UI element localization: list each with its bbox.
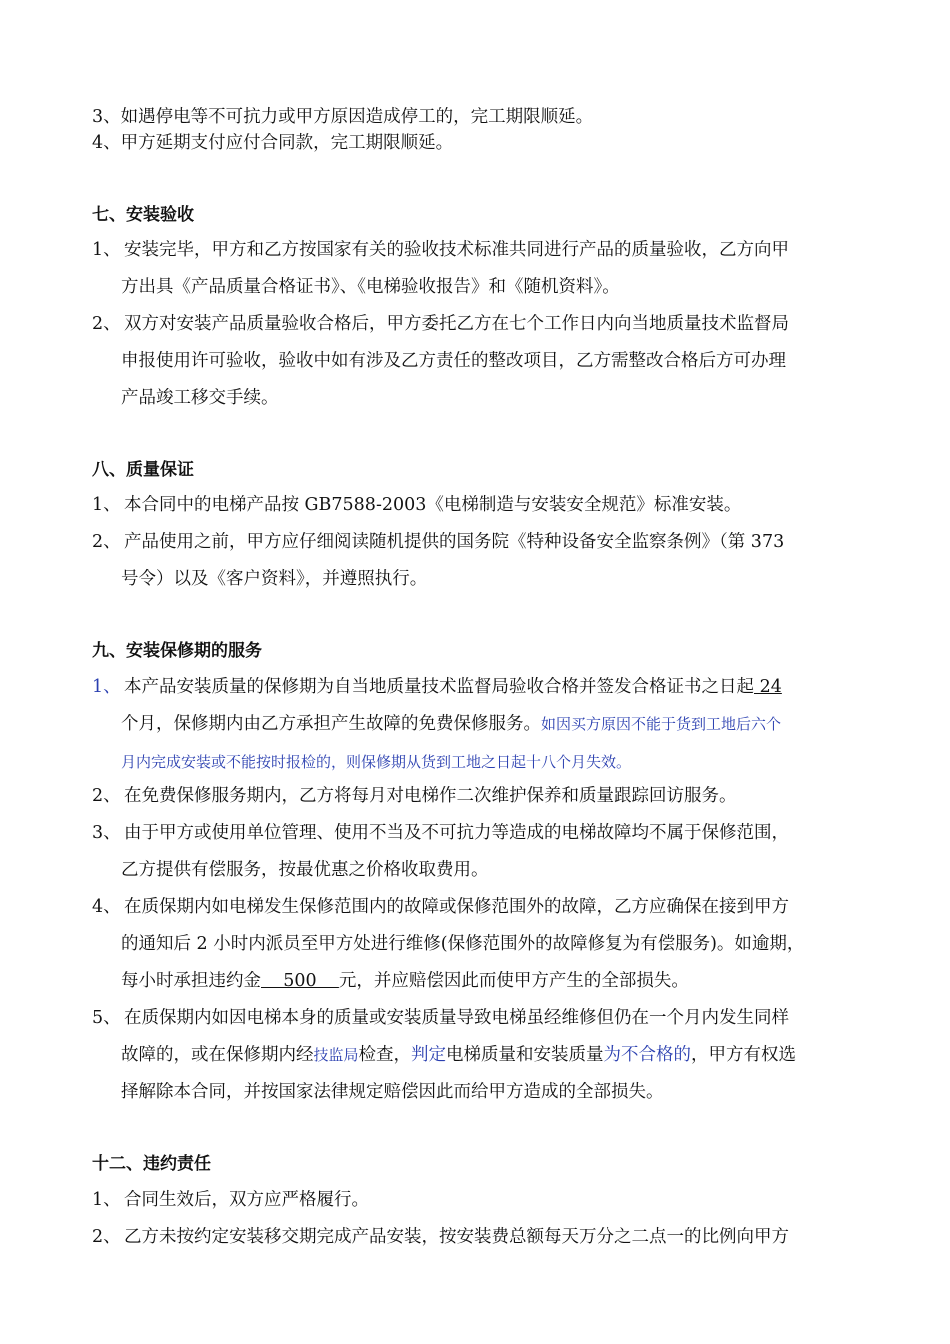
- item-text: 故障的，或在保修期内经: [121, 1045, 314, 1065]
- item-number: 2、: [92, 1227, 121, 1247]
- s9-item-4-cont: 的通知后 2 小时内派员至甲方处进行维修(保修范围外的故障修复为有偿服务)。如逾期，: [121, 934, 805, 954]
- section-heading-7: 七、安装验收: [92, 205, 194, 225]
- item-text: 产品使用之前，甲方应仔细阅读随机提供的国务院《特种设备安全监察条例》（第 373: [124, 532, 785, 552]
- item-text: 检查，: [358, 1045, 412, 1065]
- s9-item-3: [92, 822, 789, 844]
- s12-item-2: [92, 1226, 789, 1248]
- section-heading-12: 十二、违约责任: [92, 1154, 211, 1174]
- s9-item-5-cont2: 择解除本合同，并按国家法律规定赔偿因此而给甲方造成的全部损失。: [121, 1082, 664, 1102]
- item-text: 在免费保修服务期内，乙方将每月对电梯作二次维护保养和质量跟踪回访服务。: [124, 786, 737, 806]
- item-text: 合同生效后，双方应严格履行。: [124, 1190, 369, 1210]
- item-note: 为不合格的: [603, 1045, 692, 1065]
- item-number: 1、: [92, 1190, 121, 1210]
- s7-item-2: [92, 313, 789, 335]
- item-text: 在质保期内如因电梯本身的质量或安装质量导致电梯虽经维修但仍在一个月内发生同样: [124, 1008, 789, 1028]
- s9-item-2: [92, 785, 737, 807]
- item-text: 本合同中的电梯产品按 GB7588-2003《电梯制造与安装安全规范》标准安装。: [124, 495, 742, 515]
- item-number: 2、: [92, 532, 121, 552]
- clause-3: 3、如遇停电等不可抗力或甲方原因造成停工的，完工期限顺延。: [92, 107, 594, 127]
- item-number: 4、: [92, 897, 121, 917]
- item-number: 5、: [92, 1008, 121, 1028]
- s7-item-2-cont: 申报使用许可验收，验收中如有涉及乙方责任的整改项目，乙方需整改合格后方可办理: [121, 351, 786, 371]
- item-text: 个月，保修期内由乙方承担产生故障的免费保修服务。: [121, 714, 541, 734]
- s7-item-1-cont: 方出具《产品质量合格证书》、《电梯验收报告》和《随机资料》。: [121, 277, 620, 297]
- s8-item-1: [92, 494, 741, 516]
- s7-item-2-cont2: 产品竣工移交手续。: [121, 388, 279, 408]
- item-text: 在质保期内如电梯发生保修范围内的故障或保修范围外的故障，乙方应确保在接到甲方: [124, 897, 789, 917]
- warranty-months: 24: [754, 677, 782, 697]
- item-text: 元，并应赔偿因此而使甲方产生的全部损失。: [338, 971, 689, 991]
- item-number: 1、: [92, 677, 121, 697]
- s9-item-1-note-cont: 月内完成安装或不能按时报检的，则保修期从货到工地之日起十八个月失效。: [121, 753, 632, 771]
- item-text: 乙方未按约定安装移交期完成产品安装，按安装费总额每天万分之二点一的比例向甲方: [124, 1227, 789, 1247]
- item-text: 每小时承担违约金: [121, 971, 261, 991]
- s7-item-1: [92, 239, 789, 261]
- section-heading-8: 八、质量保证: [92, 460, 194, 480]
- item-number: 1、: [92, 240, 121, 260]
- s9-item-1-cont: [121, 713, 781, 735]
- item-number: 1、: [92, 495, 121, 515]
- item-text: 安装完毕，甲方和乙方按国家有关的验收技术标准共同进行产品的质量验收，乙方向甲: [124, 240, 789, 260]
- item-text: ，甲方有权选: [691, 1045, 797, 1065]
- item-text: 由于甲方或使用单位管理、使用不当及不可抗力等造成的电梯故障均不属于保修范围，: [124, 823, 789, 843]
- s12-item-1: [92, 1189, 369, 1211]
- penalty-amount: 500: [261, 971, 339, 991]
- item-note: 判定: [411, 1045, 447, 1065]
- item-text: 电梯质量和安装质量: [446, 1045, 604, 1065]
- clause-4: 4、甲方延期支付应付合同款，完工期限顺延。: [92, 133, 454, 153]
- section-heading-9: 九、安装保修期的服务: [92, 641, 262, 661]
- item-note: 技监局: [313, 1046, 359, 1064]
- item-text: 本产品安装质量的保修期为自当地质量技术监督局验收合格并签发合格证书之日起: [124, 677, 754, 697]
- item-number: 2、: [92, 786, 121, 806]
- s9-item-1: [92, 676, 782, 698]
- item-number: 2、: [92, 314, 121, 334]
- s9-item-4: [92, 896, 789, 918]
- item-note: 如因买方原因不能于货到工地后六个: [541, 715, 782, 733]
- s9-item-3-cont: 乙方提供有偿服务，按最优惠之价格收取费用。: [121, 860, 489, 880]
- s9-item-5-cont: [121, 1044, 796, 1066]
- s9-item-5: [92, 1007, 789, 1029]
- s8-item-2-cont: 号令）以及《客户资料》，并遵照执行。: [121, 569, 428, 589]
- item-number: 3、: [92, 823, 121, 843]
- s9-item-4-cont2: [121, 970, 689, 992]
- s8-item-2: [92, 531, 784, 553]
- item-text: 双方对安装产品质量验收合格后，甲方委托乙方在七个工作日内向当地质量技术监督局: [124, 314, 789, 334]
